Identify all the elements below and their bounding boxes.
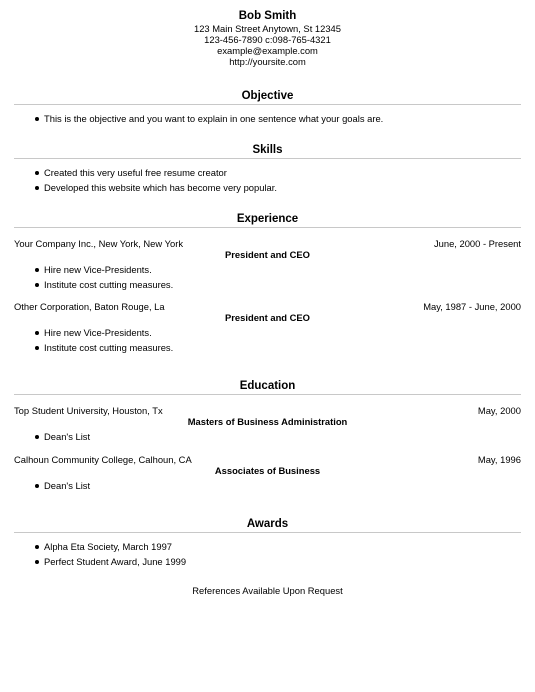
graduation-date: May, 2000 [477, 405, 521, 416]
date-range: May, 1987 - June, 2000 [423, 301, 521, 312]
address: 123 Main Street Anytown, St 12345 [194, 23, 341, 34]
institution: Top Student University, Houston, Tx [14, 405, 163, 416]
list-item: Hire new Vice-Presidents. [14, 326, 521, 341]
degree: Masters of Business Administration [187, 416, 348, 427]
person-name: Bob Smith [238, 10, 297, 22]
list-item: Institute cost cutting measures. [14, 341, 521, 356]
resume-header [0, 0, 535, 67]
list-item: Perfect Student Award, June 1999 [14, 555, 521, 570]
phone-numbers: 123-456-7890 c:098-765-4321 [204, 34, 331, 45]
date-range: June, 2000 - Present [433, 238, 521, 249]
degree: Associates of Business [214, 464, 321, 476]
skills-section [14, 143, 521, 195]
skills-title: Skills [14, 143, 521, 159]
list-item: Hire new Vice-Presidents. [14, 263, 521, 278]
objective-list [14, 112, 521, 127]
email: example@example.com [217, 45, 318, 56]
duties-list [14, 263, 521, 292]
organization: Other Corporation, Baton Rouge, La [14, 301, 165, 312]
awards-list [14, 540, 521, 569]
list-item: Alpha Eta Society, March 1997 [14, 540, 521, 555]
references-note: References Available Upon Request [192, 585, 343, 596]
list-item: This is the objective and you want to explain in one sentence what your goals are. [14, 112, 521, 127]
experience-section [14, 212, 521, 355]
objective-title: Objective [14, 89, 521, 105]
organization: Your Company Inc., New York, New York [14, 238, 184, 249]
website: http://yoursite.com [229, 56, 306, 67]
institution: Calhoun Community College, Calhoun, CA [14, 453, 192, 465]
skills-list [14, 166, 521, 195]
awards-section [14, 517, 521, 569]
awards-title: Awards [14, 517, 521, 533]
list-item: Created this very useful free resume creator [14, 166, 521, 181]
honors-list [14, 430, 521, 445]
list-item: Institute cost cutting measures. [14, 278, 521, 293]
objective-section [14, 89, 521, 127]
experience-entry [14, 301, 521, 355]
list-item: Dean's List [14, 430, 521, 445]
list-item: Developed this website which has become very popular. [14, 181, 521, 196]
graduation-date: May, 1996 [477, 453, 521, 465]
education-title: Education [14, 379, 521, 395]
duties-list [14, 326, 521, 355]
honors-list [14, 479, 521, 494]
job-title: President and CEO [225, 249, 310, 260]
list-item: Dean's List [14, 479, 521, 494]
experience-title: Experience [14, 212, 521, 228]
education-entry [14, 454, 521, 494]
experience-entry [14, 238, 521, 292]
education-entry [14, 405, 521, 445]
education-section [14, 379, 521, 493]
job-title: President and CEO [225, 312, 310, 323]
